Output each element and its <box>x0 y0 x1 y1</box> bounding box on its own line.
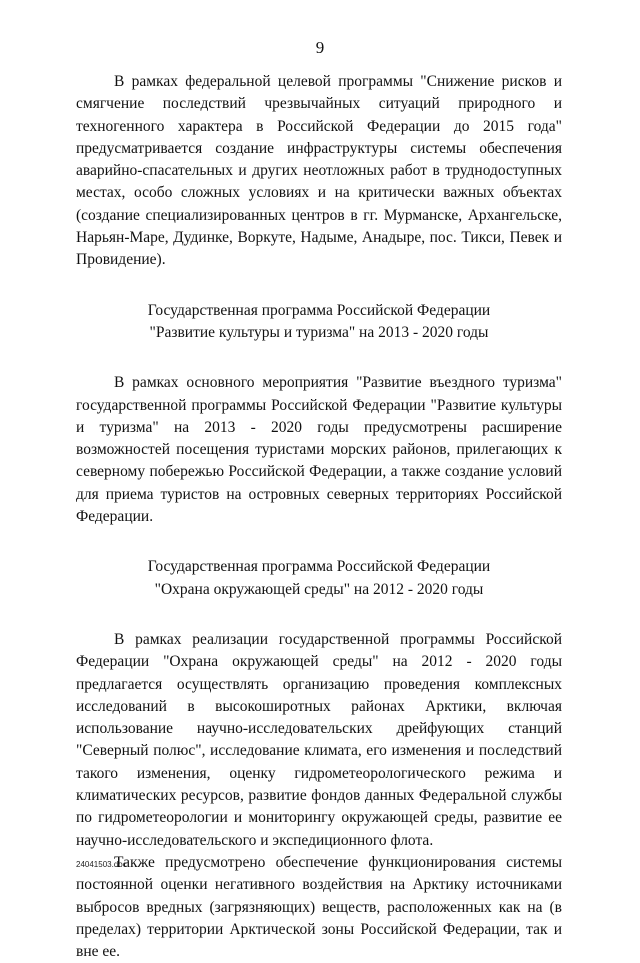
paragraph-emergency-program: В рамках федеральной целевой программы "Снижение рисков и смягчение последствий чрезвычайных ситуаций природного и техногенного характера в Российской Федерации до 2015 года" предусматривается создание инфраструктуры системы обеспечения аварийно-спасательных и других неотложных работ в труднодоступных местах, особо сложных условиях и на критически важных объектах (создание специализированных центров в гг. Мурманске, Архангельске, Нарьян-Маре, Дудинке, Воркуте, Надыме, Анадыре, пос. Тикси, Певек и Провидение). <box>76 73 562 269</box>
section-heading-culture-tourism <box>76 300 562 345</box>
heading-line: Государственная программа Российской Федерации <box>147 301 491 319</box>
document-body <box>76 71 562 963</box>
document-filename: 24041503.doc <box>76 860 127 869</box>
paragraph-tourism: В рамках основного мероприятия "Развитие въездного туризма" государственной программы Российской Федерации "Развитие культуры и туризма" на 2013 - 2020 годы предусмотрены расширение возможностей посещения туристами морских районов, прилегающих к северному побережью Российской Федерации, а также создание условий для приема туристов на островных северных территориях Российской Федерации. <box>76 374 562 526</box>
paragraph-emissions-monitoring: Также предусмотрено обеспечение функционирования системы постоянной оценки негативного воздействия на Арктику источниками выбросов вредных (загрязняющих) веществ, расположенных как на (в пределах) территории Арктической зоны Российской Федерации, так и вне ее. <box>76 853 562 961</box>
paragraph-environment: В рамках реализации государственной программы Российской Федерации "Охрана окружающей среды" на 2012 - 2020 годы предлагается осуществлять организацию проведения комплексных исследований в высокоширотных районах Арктики, включая использование научно-исследовательских дрейфующих станций "Северный полюс", исследование климата, его изменения и последствий такого изменения, оценку гидрометеорологического режима и климатических ресурсов, развитие фондов данных Федеральной службы по гидрометеорологии и мониторингу окружающей среды, развитие ее научно-исследовательского и экспедиционного флота. <box>76 630 562 849</box>
heading-line: "Развитие культуры и туризма" на 2013 - 2020 годы <box>149 323 489 341</box>
page-number: 9 <box>315 38 325 57</box>
heading-line: Государственная программа Российской Федерации <box>147 558 491 576</box>
section-heading-environment <box>76 556 562 601</box>
heading-line: "Охрана окружающей среды" на 2012 - 2020 годы <box>154 580 484 598</box>
